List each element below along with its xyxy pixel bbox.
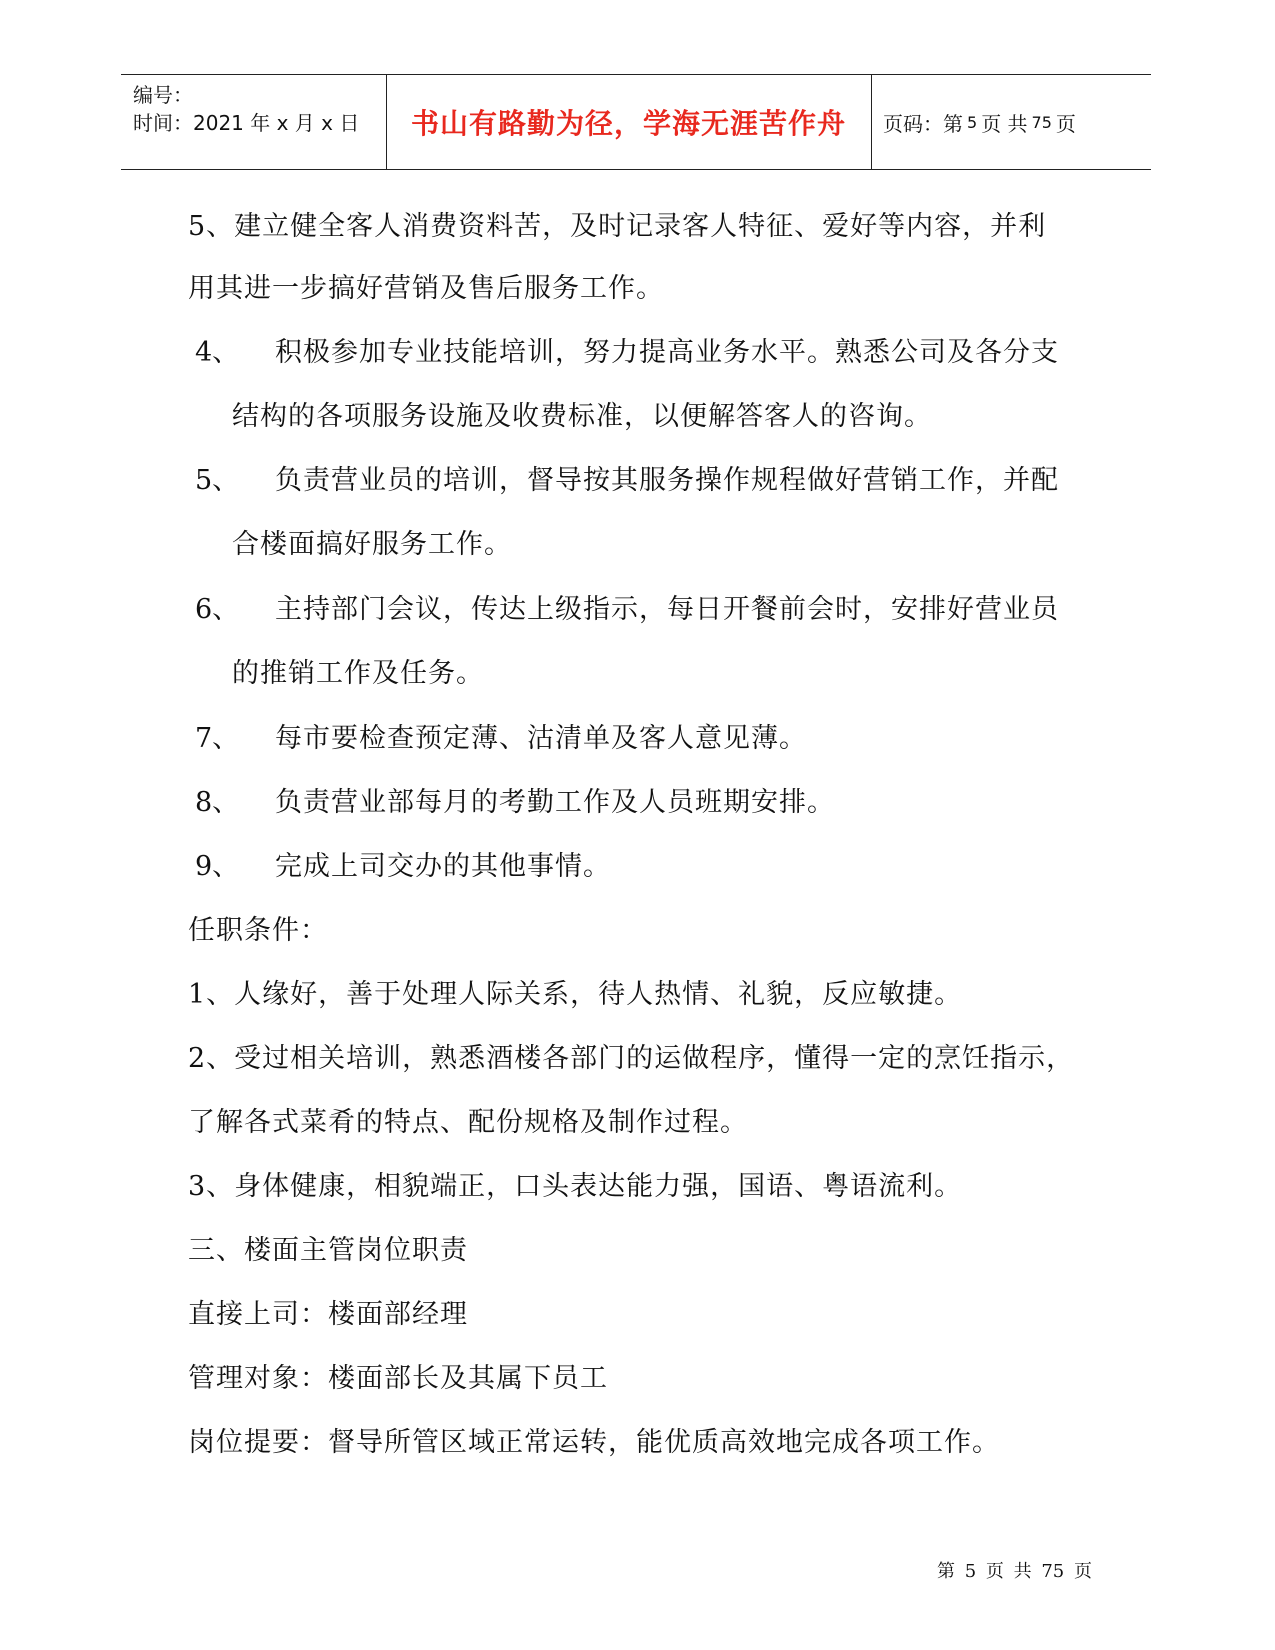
header-motto: 书山有路勤为径，学海无涯苦作舟 [410,107,846,140]
item-9-line-1: 完成上司交办的其他事情。 [275,851,611,882]
page-number: 5 [967,112,978,132]
page-suffix: 页 [1055,111,1076,136]
item-6-number: 6、 [195,594,240,625]
page-prefix: 页码：第 [883,111,963,136]
item-7-number: 7、 [195,723,240,754]
section-3-heading: 三、楼面主管岗位职责 [188,1235,468,1266]
para-5-line-2: 用其进一步搞好营销及售后服务工作。 [188,273,664,304]
requirement-1: 1、人缘好，善于处理人际关系，待人热情、礼貌，反应敏捷。 [188,979,963,1010]
item-8-line-1: 负责营业部每月的考勤工作及人员班期安排。 [275,787,835,818]
item-6-line-2: 的推销工作及任务。 [232,658,484,689]
time-label: 时间：2021 年 x 月 x 日 [133,111,360,135]
item-4-line-2: 结构的各项服务设施及收费标准，以便解答客人的咨询。 [232,401,932,432]
item-5-line-1: 负责营业员的培训，督导按其服务操作规程做好营销工作，并配 [275,465,1059,496]
item-4-line-1: 积极参加专业技能培训，努力提高业务水平。熟悉公司及各分支 [275,337,1059,368]
page-footer: 第 5 页 共 75 页 [937,1561,1092,1582]
number-label: 编号： [133,83,193,107]
item-6-line-1: 主持部门会议，传达上级指示，每日开餐前会时，安排好营业员 [275,594,1059,625]
direct-supervisor: 直接上司：楼面部经理 [188,1299,468,1330]
requirements-title: 任职条件： [188,915,328,946]
item-5-line-2: 合楼面搞好服务工作。 [232,529,512,560]
requirement-2-line-1: 2、受过相关培训，熟悉酒楼各部门的运做程序，懂得一定的烹饪指示， [188,1043,1075,1074]
item-9-number: 9、 [195,851,240,882]
managed-staff: 管理对象：楼面部长及其属下员工 [188,1363,608,1394]
page-mid: 页 共 [981,111,1028,136]
position-summary: 岗位提要：督导所管区域正常运转，能优质高效地完成各项工作。 [188,1427,1000,1458]
item-8-number: 8、 [195,787,240,818]
item-7-line-1: 每市要检查预定薄、沽清单及客人意见薄。 [275,723,807,754]
para-5-line-1: 5、建立健全客人消费资料苦，及时记录客人特征、爱好等内容，并利 [188,211,1047,242]
item-5-number: 5、 [195,465,240,496]
page-total: 75 [1031,112,1052,132]
requirement-3: 3、身体健康，相貌端正，口头表达能力强，国语、粤语流利。 [188,1171,963,1202]
item-4-number: 4、 [195,337,240,368]
requirement-2-line-2: 了解各式菜肴的特点、配份规格及制作过程。 [188,1107,748,1138]
